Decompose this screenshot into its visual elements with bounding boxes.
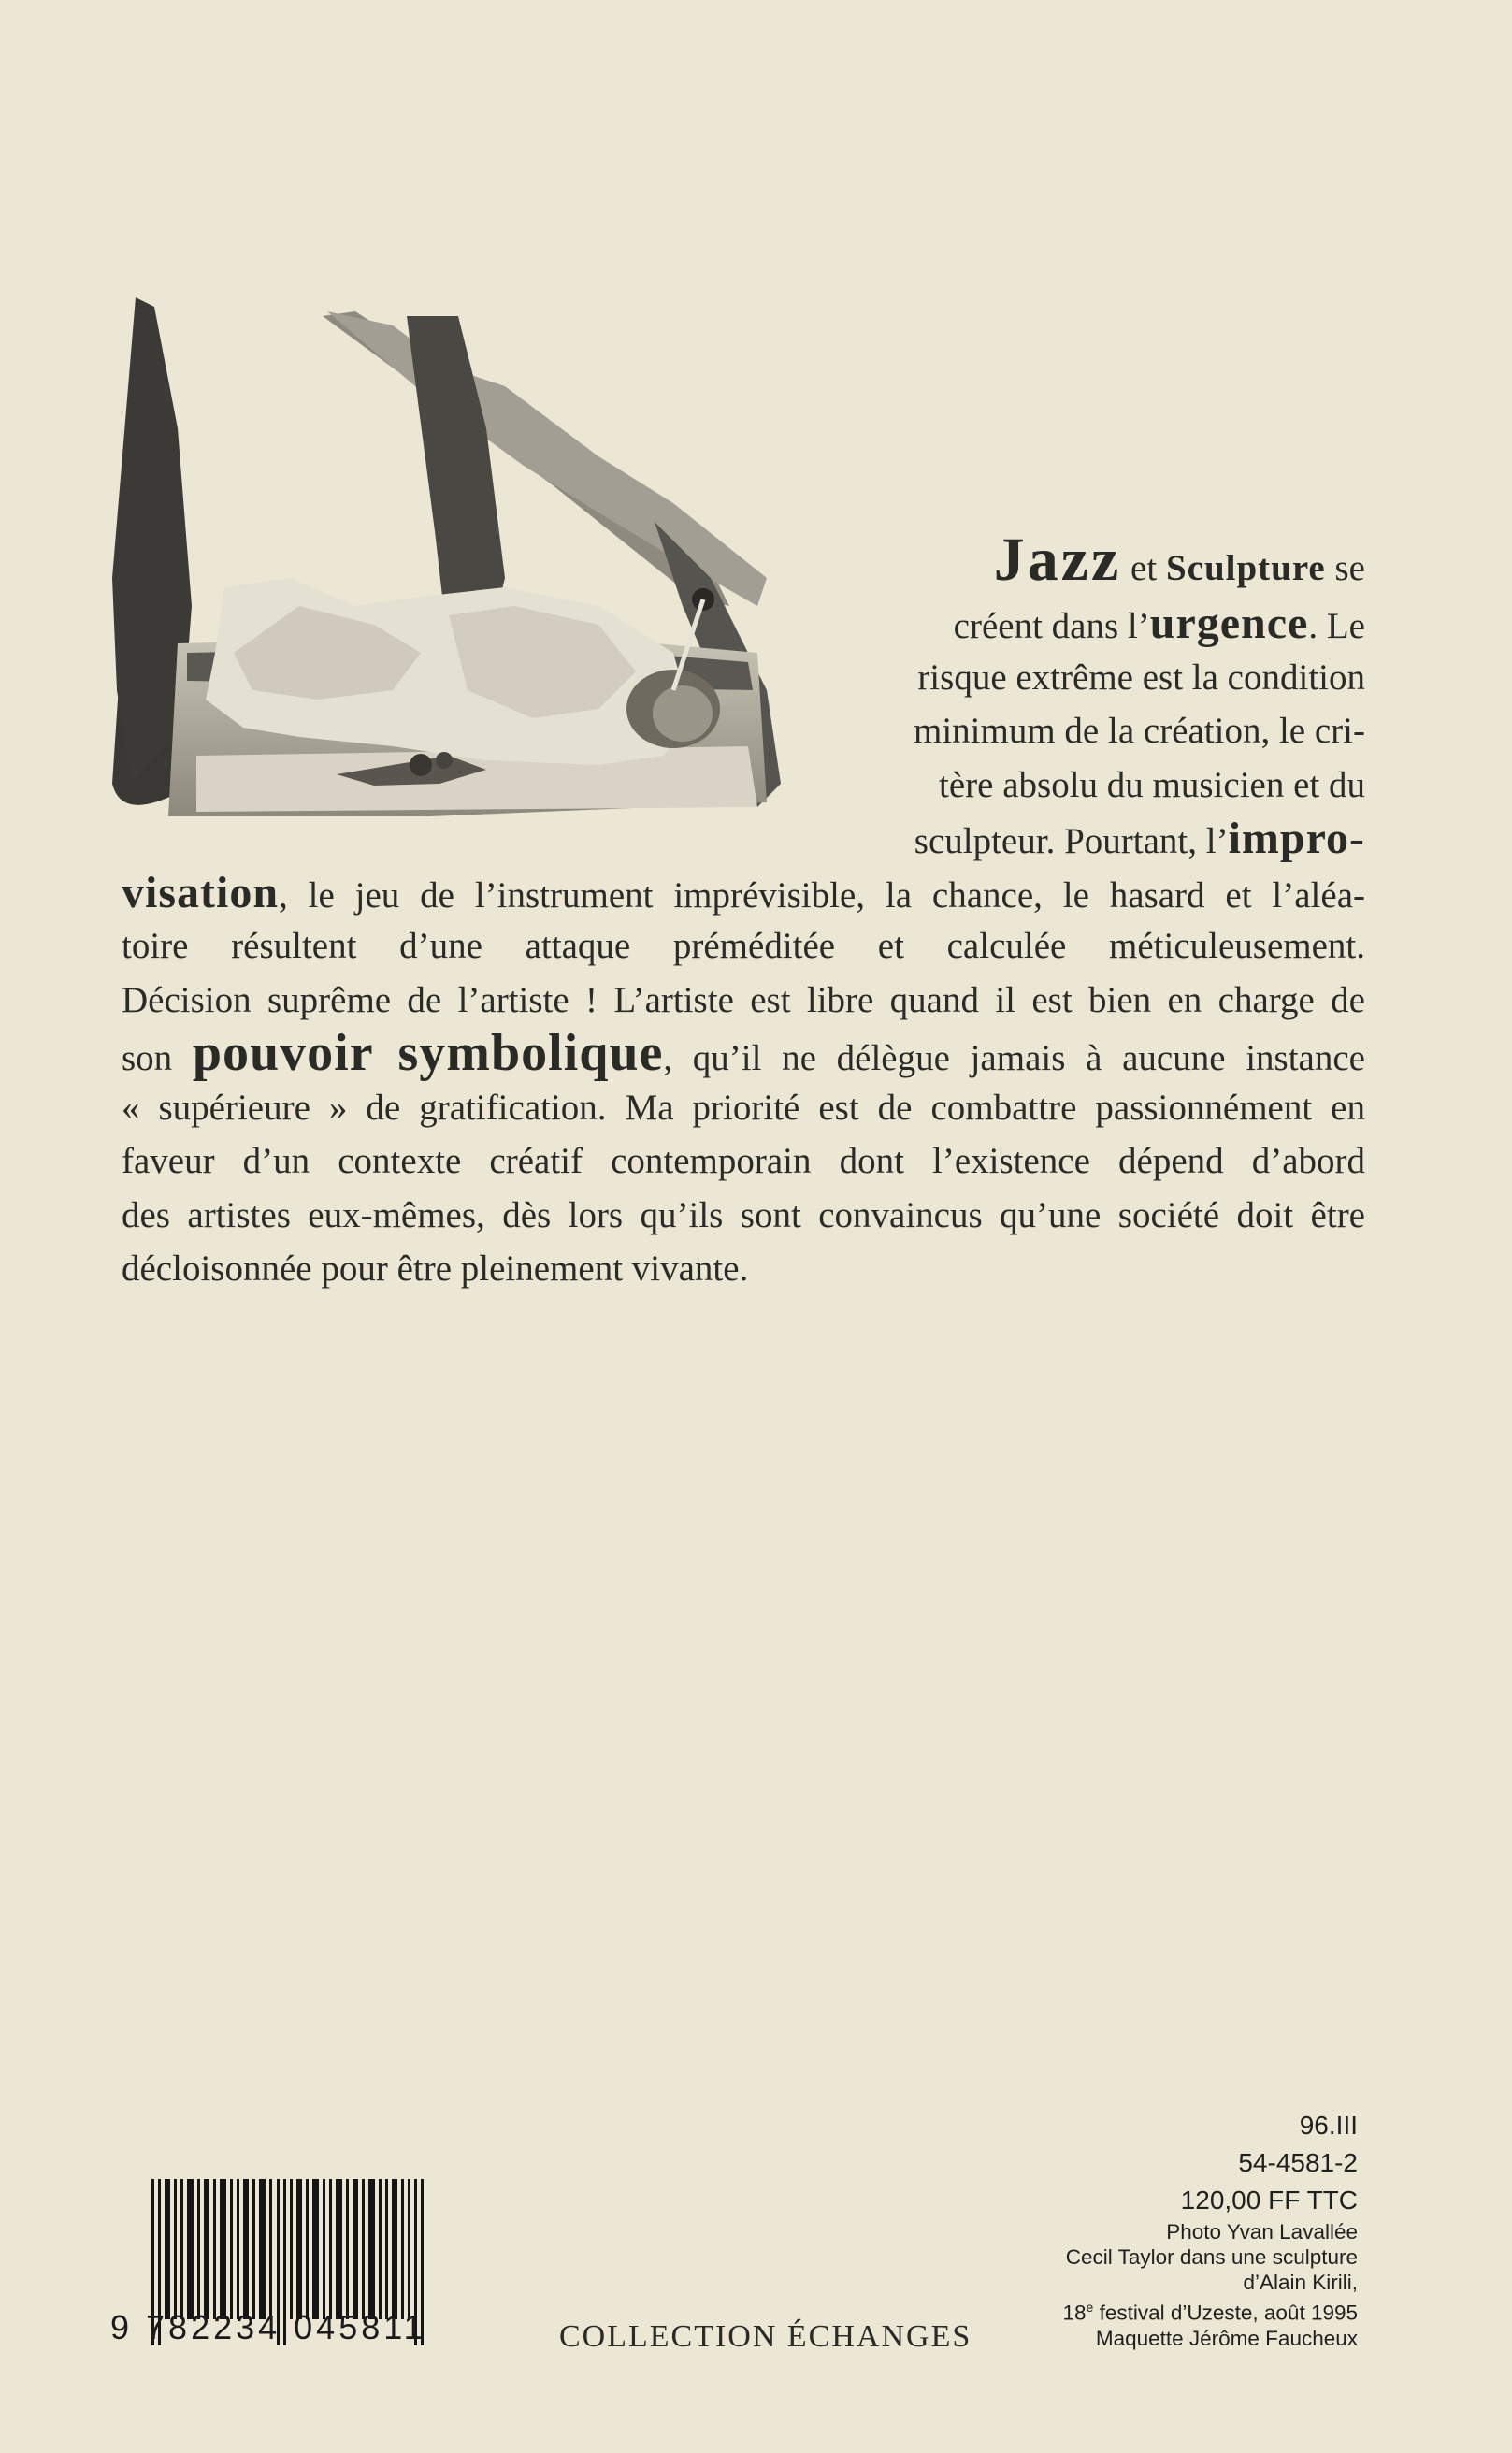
- caption-line-3: [1063, 2295, 1359, 2326]
- text-line-6: [122, 812, 1365, 866]
- text-line-9: Décision suprême de l’artiste ! L’artiste est libre quand il est bien en charge de: [122, 979, 1365, 1020]
- code-2: 54-4581-2: [1238, 2148, 1358, 2177]
- text-line-10: [122, 1024, 1365, 1082]
- pouvoir-symbolique-phrase: pouvoir symbolique: [192, 1024, 664, 1082]
- text-fragment: , le jeu de l’instrument imprévisible, la chance, le hasard et l’aléa-: [279, 874, 1365, 916]
- caption-superscript: e: [1086, 2300, 1094, 2315]
- barcode-digits: 9 782234 045811: [110, 2308, 426, 2346]
- caption-number: 18: [1062, 2301, 1087, 2325]
- text-line-1: [122, 526, 1365, 597]
- sculpture-word: Sculpture: [1165, 548, 1326, 588]
- text-fragment: son: [122, 1038, 193, 1078]
- text-fragment: créent dans l’: [953, 606, 1150, 646]
- maquette-credit: Maquette Jérôme Faucheux: [1095, 2326, 1358, 2350]
- code-1: 96.III: [1299, 2111, 1358, 2140]
- caption-rest: festival d’Uzeste, août 1995: [1093, 2301, 1358, 2325]
- text-fragment: . Le: [1308, 606, 1365, 646]
- text-line-5: tère absolu du musicien et du: [939, 764, 1365, 805]
- photo-credit: Photo Yvan Lavallée: [1166, 2220, 1358, 2244]
- text-line-3: risque extrême est la condition: [917, 657, 1365, 698]
- text-line-4: minimum de la création, le cri-: [914, 711, 1365, 751]
- caption-line-2: d’Alain Kirili,: [1243, 2271, 1358, 2294]
- text-line-7: [122, 866, 1365, 920]
- collection-name: COLLECTION ÉCHANGES: [559, 2319, 972, 2354]
- text-fragment: , qu’il ne délègue jamais à aucune instance: [663, 1038, 1365, 1078]
- text-line-12: faveur d’un contexte créatif contemporain dont l’existence dépend d’abord: [122, 1141, 1365, 1181]
- text-line-11: « supérieure » de gratification. Ma priorité est de combattre passionnément en: [122, 1087, 1365, 1128]
- text-fragment: se: [1325, 548, 1365, 588]
- text-fragment: sculpteur. Pourtant, l’: [914, 821, 1229, 861]
- text-line-2: [122, 597, 1365, 651]
- visation-word: visation: [122, 867, 280, 917]
- jazz-word: Jazz: [993, 526, 1122, 594]
- text-line-13: des artistes eux-mêmes, dès lors qu’ils sont convaincus qu’une société doit être: [122, 1194, 1365, 1235]
- text-line-14: décloisonnée pour être pleinement vivante.: [122, 1248, 749, 1289]
- info-block: [1063, 2107, 1359, 2351]
- text-line-8: toire résultent d’une attaque préméditée et calculée méticuleusement.: [122, 926, 1365, 966]
- impro-word: impro-: [1228, 814, 1365, 863]
- caption-line-1: Cecil Taylor dans une sculpture: [1065, 2245, 1358, 2269]
- urgence-word: urgence: [1149, 599, 1309, 648]
- body-text: [122, 526, 1365, 1296]
- price: 120,00 FF TTC: [1180, 2186, 1358, 2215]
- text-fragment: et: [1121, 548, 1166, 588]
